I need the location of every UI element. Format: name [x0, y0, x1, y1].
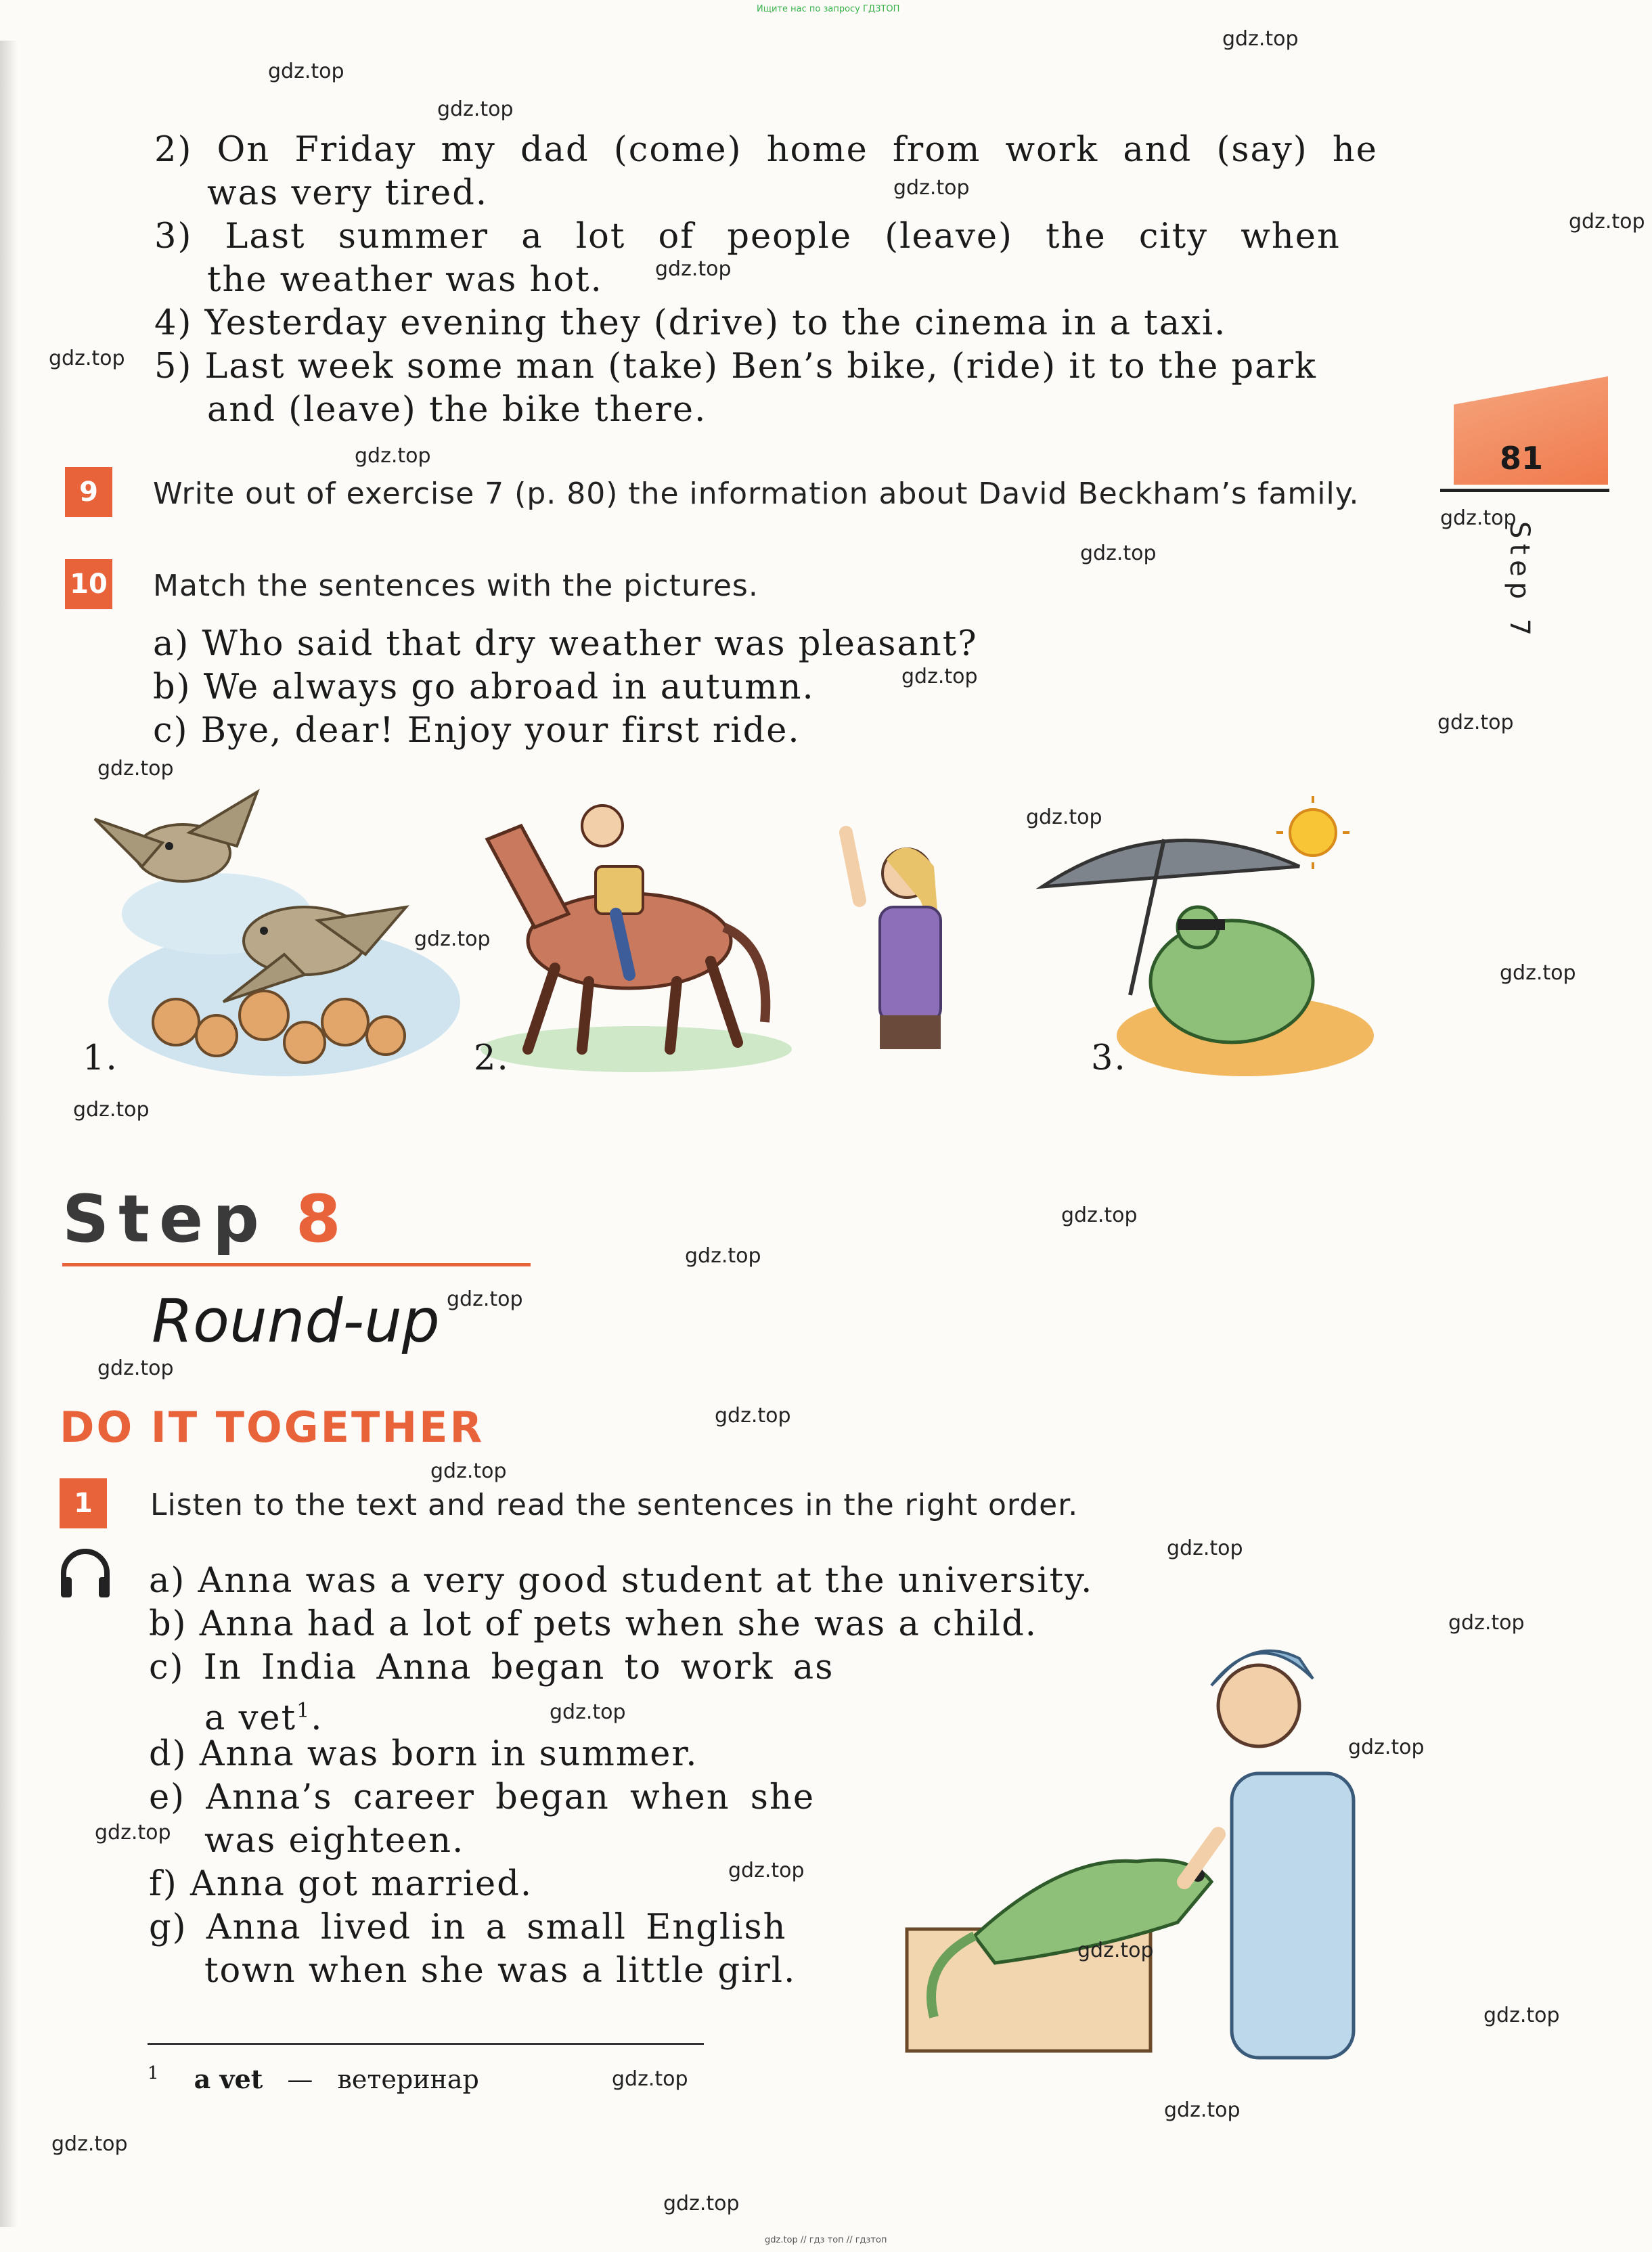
headphones-icon	[57, 1543, 114, 1600]
watermark: gdz.top	[715, 1404, 791, 1428]
watermark: gdz.top	[612, 2067, 688, 2091]
page-number-rule	[1440, 489, 1609, 492]
watermark: gdz.top	[728, 1859, 805, 1882]
illustration-waving-girl	[826, 819, 1002, 1083]
exercise-1-instruction: Listen to the text and read the sentences in the right order.	[150, 1488, 1079, 1522]
watermark: gdz.top	[1222, 27, 1299, 51]
picture-label-3: 3.	[1091, 1038, 1127, 1078]
watermark: gdz.top	[1077, 1939, 1154, 1962]
page-gutter-shadow	[0, 41, 18, 2227]
top-note: Ищите нас по запросу ГДЗТОП	[757, 4, 900, 14]
watermark: gdz.top	[1164, 2098, 1241, 2122]
exercise-9-number: 9	[65, 467, 112, 517]
illustration-frog-umbrella	[1029, 792, 1381, 1076]
watermark: gdz.top	[655, 257, 732, 281]
exercise-1-sentence: a vet$^1$.	[204, 1698, 323, 1738]
picture-label-1: 1.	[83, 1038, 118, 1078]
illustration-horse-rider	[447, 785, 826, 1076]
step-heading	[62, 1181, 351, 1257]
watermark: gdz.top	[1440, 506, 1517, 530]
watermark: gdz.top	[550, 1700, 626, 1724]
watermark: gdz.top	[1483, 2004, 1560, 2027]
watermark: gdz.top	[430, 1459, 507, 1483]
exercise-1-sentence: a) Anna was a very good student at the university.	[149, 1561, 1094, 1601]
illustration-birds	[81, 778, 460, 1090]
watermark: gdz.top	[97, 1356, 174, 1380]
watermark: gdz.top	[73, 1098, 150, 1122]
exercise-1-sentence: g) Anna lived in a small English	[149, 1907, 787, 1947]
exercise-line: 3) Last summer a lot of people (leave) the city when	[154, 217, 1341, 257]
exercise-1-sentence: was eighteen.	[204, 1821, 465, 1861]
watermark: gdz.top	[95, 1821, 171, 1845]
exercise-line: 5) Last week some man (take) Ben’s bike, (ride) it to the park	[154, 347, 1317, 387]
watermark: gdz.top	[1080, 542, 1157, 565]
watermark: gdz.top	[447, 1287, 523, 1311]
page-number: 81	[1500, 440, 1544, 477]
watermark: gdz.top	[901, 665, 978, 688]
exercise-10-sentence: c) Bye, dear! Enjoy your first ride.	[153, 711, 801, 751]
watermark: gdz.top	[1437, 711, 1514, 734]
watermark: gdz.top	[1500, 961, 1576, 985]
exercise-line: and (leave) the bike there.	[207, 390, 707, 430]
watermark: gdz.top	[97, 757, 174, 780]
watermark: gdz.top	[355, 444, 431, 468]
watermark: gdz.top	[1026, 805, 1102, 829]
watermark: gdz.top	[1569, 210, 1645, 234]
exercise-10-sentence: a) Who said that dry weather was pleasant?	[153, 624, 978, 664]
watermark: gdz.top	[893, 176, 970, 200]
watermark: gdz.top	[1348, 1736, 1425, 1759]
exercise-1-number: 1	[60, 1478, 107, 1528]
watermark: gdz.top	[1061, 1204, 1138, 1227]
step-number: 8	[295, 1181, 351, 1257]
side-tab-label: Step 7	[1504, 521, 1535, 642]
exercise-1-sentence: f) Anna got married.	[149, 1864, 533, 1904]
watermark: gdz.top	[414, 927, 491, 951]
watermark: gdz.top	[663, 2192, 740, 2215]
watermark: gdz.top	[268, 60, 344, 83]
bird-icon	[95, 792, 257, 881]
exercise-10-number: 10	[65, 559, 112, 609]
exercise-line: 2) On Friday my dad (come) home from work and (say) he	[154, 130, 1378, 170]
illustration-vet-iguana	[893, 1611, 1381, 2071]
footnote-rule	[148, 2043, 704, 2045]
step-underline	[62, 1263, 531, 1266]
picture-label-2: 2.	[474, 1038, 510, 1078]
exercise-10-instruction: Match the sentences with the pictures.	[153, 569, 759, 603]
exercise-1-sentence: b) Anna had a lot of pets when she was a child.	[149, 1604, 1037, 1644]
exercise-9-instruction: Write out of exercise 7 (p. 80) the information about David Beckham’s family.	[153, 477, 1360, 511]
watermark: gdz.top	[51, 2132, 128, 2156]
watermark: gdz.top	[685, 1244, 761, 1268]
exercise-line: was very tired.	[207, 173, 489, 213]
exercise-line: 4) Yesterday evening they (drive) to the cinema in a taxi.	[154, 303, 1227, 343]
roundup-title: Round-up	[152, 1286, 440, 1356]
exercise-10-sentence: b) We always go abroad in autumn.	[153, 667, 815, 707]
watermark: gdz.top	[1167, 1537, 1243, 1560]
exercise-1-sentence: town when she was a little girl.	[204, 1951, 797, 1991]
exercise-1-sentence: d) Anna was born in summer.	[149, 1734, 698, 1774]
sun-icon	[1276, 796, 1349, 869]
step-word: Step	[62, 1181, 269, 1257]
watermark: gdz.top	[437, 97, 514, 121]
exercise-1-sentence: e) Anna’s career began when she	[149, 1778, 815, 1817]
watermark: gdz.top	[1448, 1611, 1525, 1635]
watermark: gdz.top	[49, 347, 125, 370]
do-it-together-heading: DO IT TOGETHER	[60, 1403, 485, 1452]
footnote: $^1$ a vet — ветеринар	[148, 2063, 479, 2094]
exercise-line: the weather was hot.	[207, 260, 603, 300]
exercise-1-sentence: c) In India Anna began to work as	[149, 1648, 834, 1687]
bottom-note: gdz.top // гдз топ // гдзтоп	[765, 2235, 887, 2245]
